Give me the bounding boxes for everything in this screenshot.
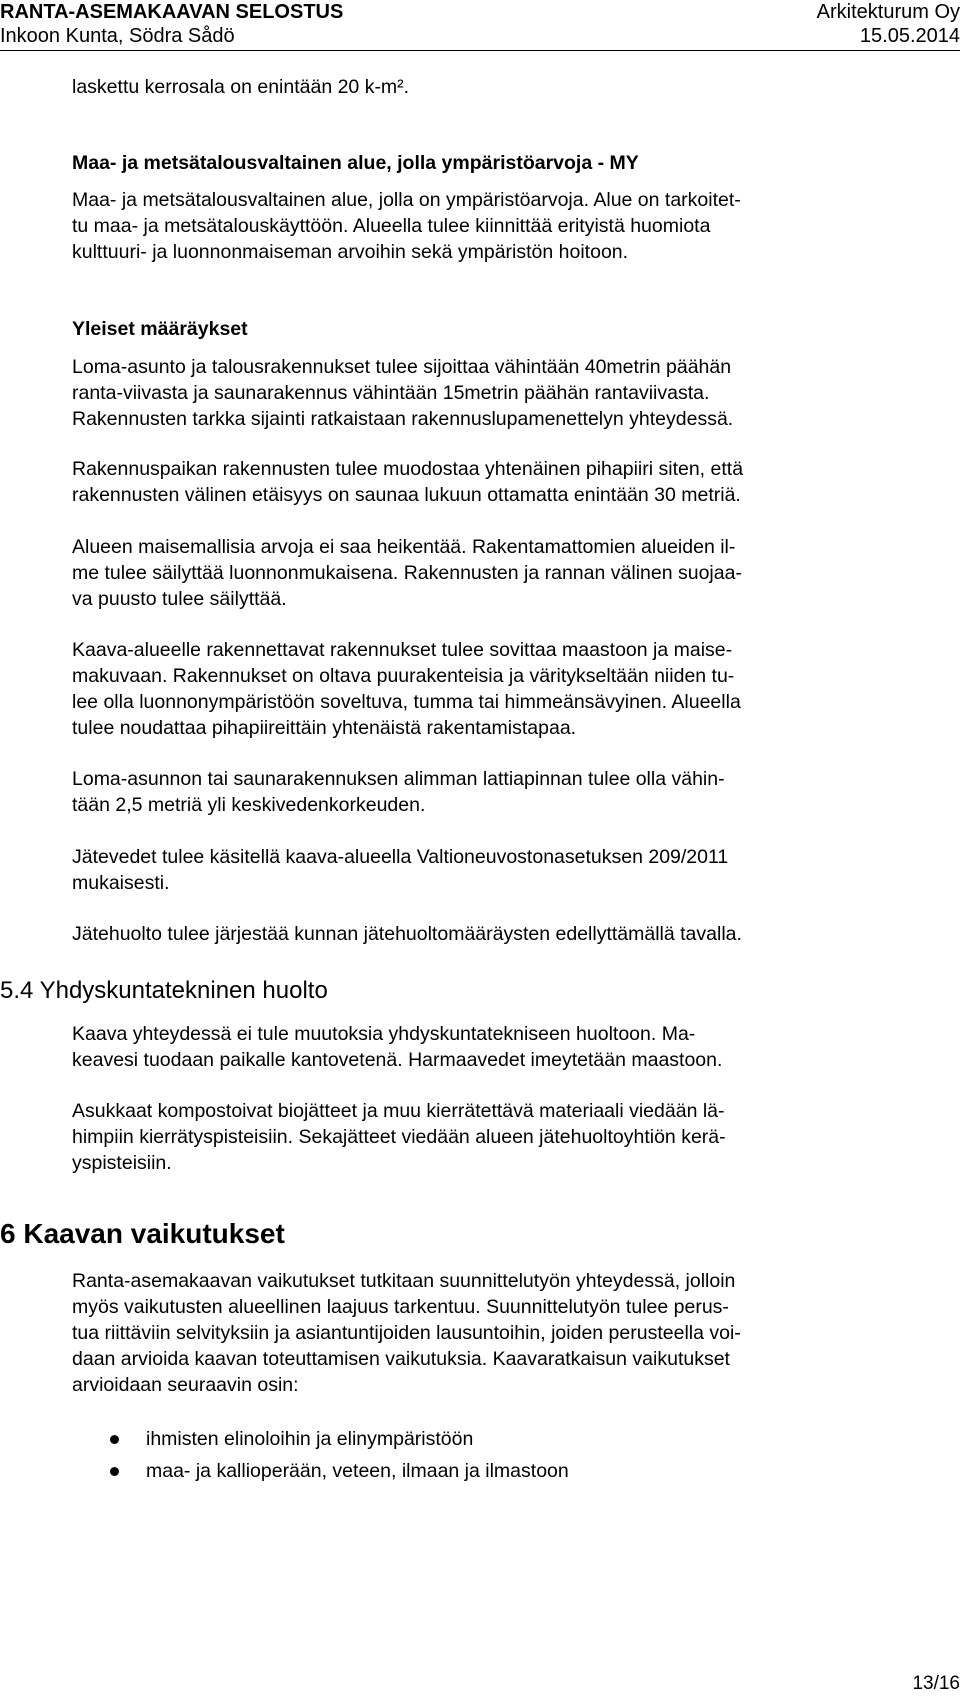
text-line: daan arvioida kaavan toteuttamisen vaikutuksia. Kaavaratkaisun vaikutukset <box>72 1348 730 1370</box>
text-line: Maa- ja metsätalousvaltainen alue, jolla on ympäristöarvoja. Alue on tarkoitet- <box>72 189 741 211</box>
text-line: Jätehuolto tulee järjestää kunnan jätehuoltomääräysten edellyttämällä tavalla. <box>72 923 742 945</box>
text-line: rakennusten välinen etäisyys on saunaa lukuun ottamatta enintään 30 metriä. <box>72 484 741 506</box>
my-section <box>72 150 639 176</box>
text-line: me tulee säilyttää luonnonmukaisena. Rakennusten ja rannan välinen suojaa- <box>72 562 742 584</box>
section-5-4-paragraph-2 <box>72 1098 726 1176</box>
general-paragraph-3 <box>72 534 742 612</box>
text-line: laskettu kerrosala on enintään 20 k-m². <box>72 76 410 98</box>
document-date: 15.05.2014 <box>859 25 960 47</box>
text-line: tään 2,5 metriä yli keskivedenkorkeuden. <box>72 794 426 816</box>
general-paragraph-7 <box>72 921 742 947</box>
document-title: RANTA-ASEMAKAAVAN SELOSTUS <box>0 1 344 23</box>
my-description <box>72 187 741 265</box>
general-paragraph-6 <box>72 844 728 896</box>
intro-line <box>72 74 409 100</box>
text-line: yspisteisiin. <box>72 1152 172 1174</box>
general-paragraph-4 <box>72 637 741 741</box>
section-5-4-paragraph-1 <box>72 1021 722 1073</box>
general-paragraph-1 <box>72 354 733 432</box>
text-line: mukaisesti. <box>72 872 170 894</box>
section-5-4-heading: 5.4 Yhdyskuntatekninen huolto <box>0 977 328 1004</box>
general-heading: Yleiset määräykset <box>72 318 248 340</box>
text-line: Kaava yhteydessä ei tule muutoksia yhdyskuntatekniseen huoltoon. Ma- <box>72 1023 696 1045</box>
section-6-paragraph <box>72 1268 741 1398</box>
text-line: keavesi tuodaan paikalle kantovetenä. Harmaavedet imeytetään maastoon. <box>72 1049 723 1071</box>
text-line: arvioidaan seuraavin osin: <box>72 1374 299 1396</box>
company-name: Arkitekturum Oy <box>816 1 960 23</box>
text-line: Asukkaat kompostoivat biojätteet ja muu kierrätettävä materiaali viedään lä- <box>72 1100 725 1122</box>
header-divider <box>0 50 960 51</box>
text-line: Loma-asunnon tai saunarakennuksen alimman lattiapinnan tulee olla vähin- <box>72 768 725 790</box>
text-line: tua riittäviin selvityksiin ja asiantuntijoiden lausuntoihin, joiden perusteella voi- <box>72 1322 741 1344</box>
general-heading-block <box>72 316 248 342</box>
bullet-dot <box>110 1467 119 1476</box>
page-number: 13/16 <box>912 1673 960 1694</box>
bullet-dot <box>110 1435 119 1444</box>
section-6-heading: 6 Kaavan vaikutukset <box>0 1218 285 1249</box>
text-line: Alueen maisemallisia arvoja ei saa heikentää. Rakentamattomien alueiden il- <box>72 536 736 558</box>
text-line: kulttuuri- ja luonnonmaiseman arvoihin sekä ympäristön hoitoon. <box>72 241 629 263</box>
text-line: tulee noudattaa pihapiireittäin yhtenäistä rakentamistapaa. <box>72 717 577 739</box>
text-line: makuvaan. Rakennukset on oltava puurakenteisia ja väritykseltään niiden tu- <box>72 665 735 687</box>
document-subtitle: Inkoon Kunta, Södra Sådö <box>0 25 235 47</box>
text-line: Kaava-alueelle rakennettavat rakennukset tulee sovittaa maastoon ja maise- <box>72 639 733 661</box>
text-line: lee olla luonnonympäristöön soveltuva, tumma tai himmeänsävyinen. Alueella <box>72 691 741 713</box>
text-line: Loma-asunto ja talousrakennukset tulee sijoittaa vähintään 40metrin päähän <box>72 356 732 378</box>
text-line: Rakennuspaikan rakennusten tulee muodostaa yhtenäinen pihapiiri siten, että <box>72 458 744 480</box>
text-line: myös vaikutusten alueellinen laajuus tarkentuu. Suunnittelutyön tulee perus- <box>72 1296 729 1318</box>
text-line: Ranta-asemakaavan vaikutukset tutkitaan suunnittelutyön yhteydessä, jolloin <box>72 1270 736 1292</box>
text-line: himpiin kierrätyspisteisiin. Sekajätteet viedään alueen jätehuoltoyhtiön kerä- <box>72 1126 726 1148</box>
text-line: Jätevedet tulee käsitellä kaava-alueella Valtioneuvostonasetuksen 209/2011 <box>72 846 729 868</box>
text-line: tu maa- ja metsätalouskäyttöön. Alueella tulee kiinnittää erityistä huomiota <box>72 215 711 237</box>
text-line: ranta-viivasta ja saunarakennus vähintään 15metrin päähän rantaviivasta. <box>72 382 710 404</box>
text-line: Rakennusten tarkka sijainti ratkaistaan rakennuslupamenettelyn yhteydessä. <box>72 408 734 430</box>
bullet-item: ihmisten elinoloihin ja elinympäristöön <box>146 1428 474 1450</box>
my-heading: Maa- ja metsätalousvaltainen alue, jolla ympäristöarvoja - MY <box>72 152 639 174</box>
general-paragraph-2 <box>72 456 743 508</box>
general-paragraph-5 <box>72 766 725 818</box>
bullet-item: maa- ja kallioperään, veteen, ilmaan ja ilmastoon <box>146 1460 569 1482</box>
text-line: va puusto tulee säilyttää. <box>72 588 287 610</box>
